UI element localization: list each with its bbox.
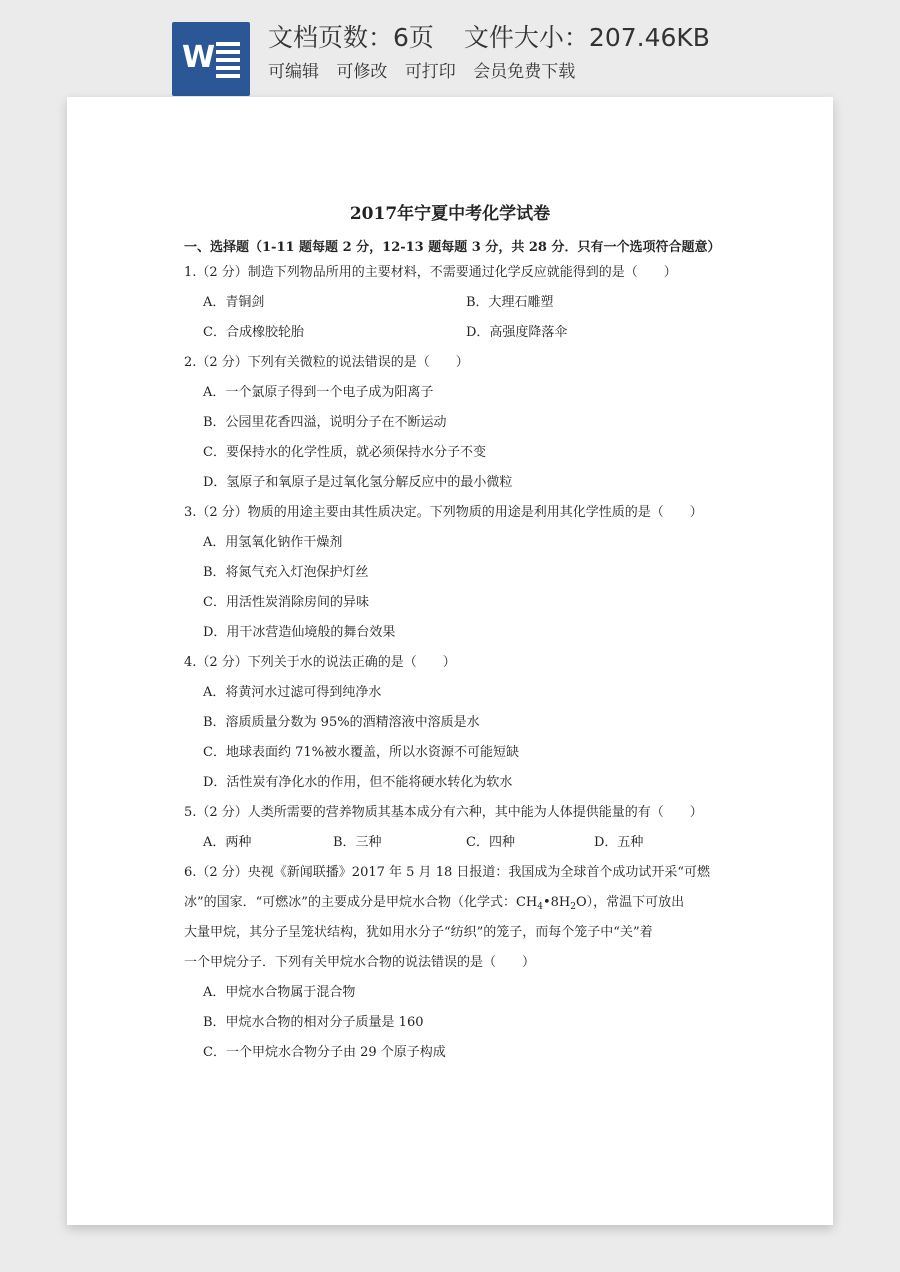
word-icon-lines <box>216 42 240 82</box>
exam-title: 2017年宁夏中考化学试卷 <box>349 204 551 224</box>
question-6-line-1: 6.（2 分）央视《新闻联播》2017 年 5 月 18 日报道：我国成为全球首个成功试开采“可燃 <box>184 865 711 880</box>
file-size: 文件大小：207.46KB <box>463 23 710 52</box>
question-6-line-4: 一个甲烷分子．下列有关甲烷水合物的说法错误的是（ ） <box>184 955 536 970</box>
q1-option-a: A．青铜剑 <box>203 295 265 310</box>
q2-option-c: C．要保持水的化学性质，就必须保持水分子不变 <box>203 445 486 460</box>
feature-editable: 可编辑 <box>268 62 319 82</box>
download-header <box>0 0 900 100</box>
q4-option-b: B．溶质质量分数为 95%的酒精溶液中溶质是水 <box>203 715 480 730</box>
q3-option-c: C．用活性炭消除房间的异味 <box>203 595 369 610</box>
word-document-icon <box>172 22 250 96</box>
file-info <box>268 18 710 54</box>
q1-option-d: D．高强度降落伞 <box>466 325 568 340</box>
q2-option-d: D．氢原子和氧原子是过氧化氢分解反应中的最小微粒 <box>203 475 513 490</box>
page-count: 文档页数：6页 <box>268 23 434 52</box>
q3-option-b: B．将氮气充入灯泡保护灯丝 <box>203 565 369 580</box>
word-icon-letter: W <box>182 40 216 75</box>
q2-option-a: A．一个氯原子得到一个电子成为阳离子 <box>203 385 434 400</box>
q5-option-a: A．两种 <box>203 835 252 850</box>
q5-option-c: C．四种 <box>466 835 515 850</box>
q5-option-d: D．五种 <box>594 835 644 850</box>
question-3: 3.（2 分）物质的用途主要由其性质决定。下列物质的用途是利用其化学性质的是（ ） <box>184 505 703 520</box>
feature-member-download: 会员免费下载 <box>473 62 576 82</box>
q6-line2-start: 冰”的国家．“可燃冰”的主要成分是甲烷水合物（化学式：CH <box>184 895 538 910</box>
feature-printable: 可打印 <box>404 62 456 82</box>
question-5: 5.（2 分）人类所需要的营养物质其基本成分有六种，其中能为人体提供能量的有（ ） <box>184 805 703 820</box>
q4-option-d: D．活性炭有净化水的作用，但不能将硬水转化为软水 <box>203 775 513 790</box>
q4-option-a: A．将黄河水过滤可得到纯净水 <box>203 685 382 700</box>
question-1: 1.（2 分）制造下列物品所用的主要材料，不需要通过化学反应就能得到的是（ ） <box>184 265 677 280</box>
q6-subscript-2: 2 <box>570 902 576 912</box>
section-heading: 一、选择题（1-11 题每题 2 分，12-13 题每题 3 分，共 28 分．只有一个选项符合题意） <box>184 240 721 255</box>
q3-option-a: A．用氢氧化钠作干燥剂 <box>203 535 343 550</box>
question-6-line-2 <box>184 895 684 915</box>
q6-option-a: A．甲烷水合物属于混合物 <box>203 985 356 1000</box>
question-2: 2.（2 分）下列有关微粒的说法错误的是（ ） <box>184 355 469 370</box>
q1-option-b: B．大理石雕塑 <box>466 295 554 310</box>
q6-subscript-4: 4 <box>537 902 543 912</box>
question-4: 4.（2 分）下列关于水的说法正确的是（ ） <box>184 655 456 670</box>
feature-modifiable: 可修改 <box>336 62 388 82</box>
q6-line2-end: O），常温下可放出 <box>575 895 685 910</box>
file-features <box>268 57 587 82</box>
document-page <box>67 97 833 1225</box>
q6-option-b: B．甲烷水合物的相对分子质量是 160 <box>203 1015 424 1030</box>
q2-option-b: B．公园里花香四溢，说明分子在不断运动 <box>203 415 447 430</box>
q1-option-c: C．合成橡胶轮胎 <box>203 325 304 340</box>
q5-option-b: B．三种 <box>333 835 382 850</box>
q6-option-c: C．一个甲烷水合物分子由 29 个原子构成 <box>203 1045 446 1060</box>
q4-option-c: C．地球表面约 71%被水覆盖，所以水资源不可能短缺 <box>203 745 519 760</box>
q6-line2-mid: •8H <box>542 895 571 910</box>
question-6-line-3: 大量甲烷，其分子呈笼状结构，犹如用水分子“纺织”的笼子，而每个笼子中“关”着 <box>184 925 653 940</box>
q3-option-d: D．用干冰营造仙境般的舞台效果 <box>203 625 396 640</box>
